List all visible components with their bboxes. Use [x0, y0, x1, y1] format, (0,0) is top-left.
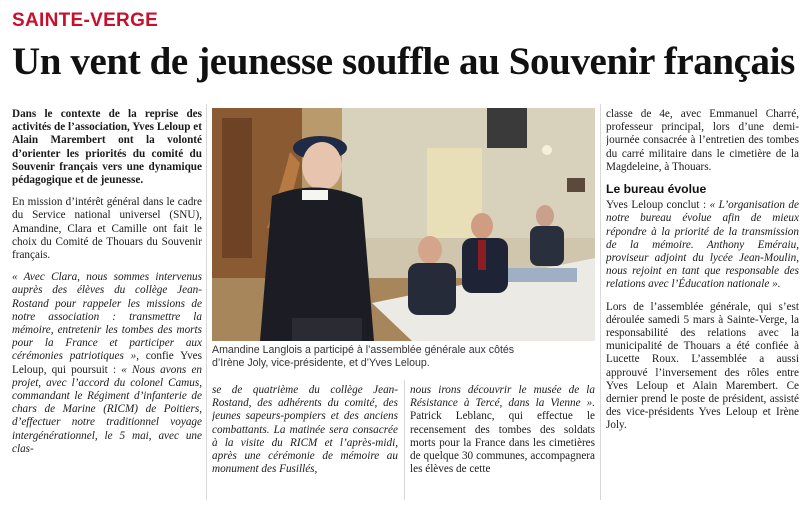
body-paragraph-continued: se de quatrième du collège Jean-Rostand, des adhérents du comité, des jeunes sapeurs-pompiers et des anciens combattants. La matinée sera consacrée à la visite du RICM et l’après-midi, après une cérémonie de mémoire au monument des Fusillés,	[212, 384, 398, 476]
kicker-section-label: SAINTE-VERGE	[12, 10, 159, 31]
article-column-4	[606, 108, 799, 500]
attribution-text: Yves Leloup conclut :	[606, 199, 707, 212]
article-headline: Un vent de jeunesse souffle au Souvenir français	[12, 40, 795, 83]
article-photo	[212, 108, 595, 341]
section-subheading: Le bureau évolue	[606, 182, 707, 197]
caption-line-2: d’Irène Joly, vice-présidente, et d’Yves Leloup.	[212, 357, 430, 370]
body-text: Patrick Leblanc, qui effectue le recensement des tombes des soldats morts pour la France dans les cimetières de quelque 30 communes, accompagnera les élèves de cette	[410, 410, 595, 476]
body-paragraph-quote	[12, 271, 202, 456]
body-paragraph-assemblee: Lors de l’assemblée générale, qui s’est déroulée samedi 5 mars à Sainte-Verge, la responsabilité des relations avec la municipalité de Thouars a été confiée à Lucette Roux. L’assemblée a aussi approuvé l’inversement des rôles entre Yves Leloup et Alain Marembert. Ce dernier prend le poste de président, assisté des vice-présidents Yves Leloup et Irène Joly.	[606, 300, 799, 432]
quote-text: « Avec Clara, nous sommes intervenus auprès des élèves du collège Jean-Rostand pour rappeler les missions de notre association : transmettre la mémoire, entretenir les tombes des morts pour la France et participer aux cérémonies patriotiques »,	[12, 271, 202, 363]
photo-caption	[212, 344, 595, 371]
quote-text-2: « Nous avons en projet, avec l’accord du colonel Camus, commandant le Régiment d’infanterie de chars de Marine (RICM) de Poitiers, d’effectuer notre traditionnel voyage intergénérationnel, le 5 mai, avec une clas-	[12, 363, 202, 455]
lead-paragraph: Dans le contexte de la reprise des activités de l’association, Yves Leloup et Alain Marembert ont la volonté d’orienter les priorités du comité du Souvenir français vers une dynamique pédagogique et de jeunesse.	[12, 108, 202, 187]
body-paragraph-bureau	[606, 199, 799, 291]
article-column-1	[12, 108, 202, 500]
article-column-2	[212, 384, 398, 502]
column-divider	[404, 380, 405, 500]
quote-text: nous irons découvrir le musée de la Résistance à Tercé, dans la Vienne ».	[410, 384, 595, 410]
caption-line-1: Amandine Langlois a participé à l’assemblée générale aux côtés	[212, 344, 515, 356]
column-divider	[600, 104, 601, 500]
attribution-text: confie Yves Leloup, qui poursuit :	[12, 350, 202, 376]
article-column-3	[410, 384, 595, 502]
body-paragraph-snu: En mission d’intérêt général dans le cadre du Service national universel (SNU), Amandine, Clara et Camille ont fait le choix du Comité de Thouars du Souvenir français.	[12, 196, 202, 262]
body-paragraph-classe: classe de 4e, avec Emmanuel Charré, professeur principal, lors d’une demi-journée consacrée à l’entretien des tombes du carré militaire dans le cimetière de la Magdeleine, à Thouars.	[606, 108, 799, 173]
body-paragraph-leblanc	[410, 384, 595, 476]
quote-text: « L’organisation de notre bureau évolue afin de mieux répondre à la priorité de la transmission de la mémoire. Anthony Eméraiu, proviseur adjoint du lycée Jean-Moulin, nous rejoint en tant que responsable des relations avec l’Éducation nationale ».	[606, 199, 799, 291]
column-divider	[206, 104, 207, 500]
